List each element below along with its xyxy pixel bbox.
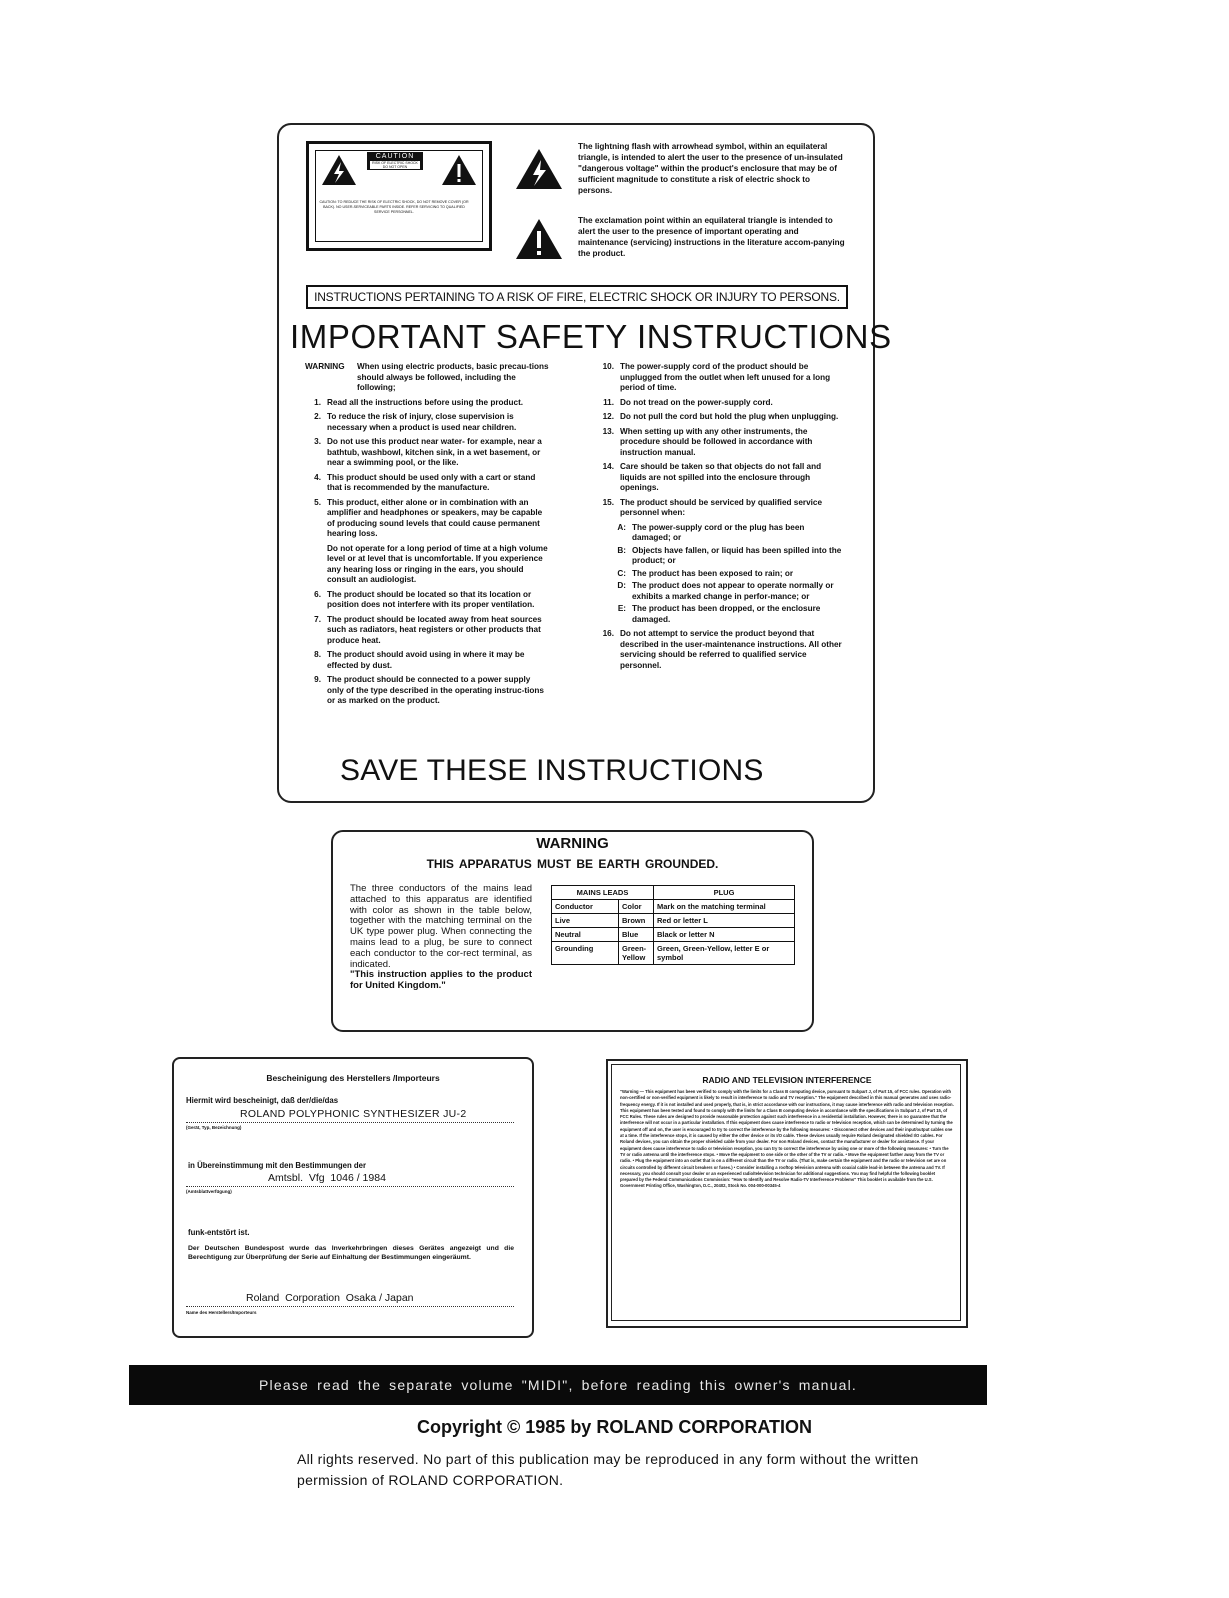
item-text: Do not attempt to service the product beyond that described in the user-maintenance instructions. All other servicing should be referred to qualified service personnel. xyxy=(620,629,842,670)
service-condition xyxy=(596,546,842,567)
instruction-item xyxy=(305,398,549,409)
item-number: 2. xyxy=(314,412,321,421)
item-number: 9. xyxy=(314,675,321,684)
item-number: 13. xyxy=(602,426,614,436)
item-text: The power-supply cord of the product should be unplugged from the outlet when left unused for a long period of time. xyxy=(620,362,831,392)
item-text: The product does not appear to operate normally or exhibits a marked change in perfor-mance; or xyxy=(632,581,834,601)
warning-subtitle: THIS APPARATUS MUST BE EARTH GROUNDED. xyxy=(426,857,719,871)
wiring-table xyxy=(551,885,795,965)
header-mains-leads: MAINS LEADS xyxy=(552,886,654,900)
instruction-item xyxy=(596,398,842,409)
col-conductor: Conductor xyxy=(552,900,619,914)
instruction-item xyxy=(596,629,842,671)
product-caption: (Gerät, Typ, Bezeichnung) xyxy=(186,1125,242,1130)
warning-title: WARNING xyxy=(536,835,609,852)
save-instructions-title: SAVE THESE INSTRUCTIONS xyxy=(340,754,764,787)
item-number: 5. xyxy=(314,497,321,507)
right-instruction-list xyxy=(596,362,842,519)
instruction-item xyxy=(305,590,549,611)
item-text: Do not use this product near water- for example, near a bathtub, washbowl, kitchen sink, in a wet basement, or near a swimming pool, or the like. xyxy=(327,437,542,467)
cell-mark: Green, Green-Yellow, letter E or symbol xyxy=(654,942,795,965)
caution-word: CAUTION xyxy=(375,153,415,160)
radio-title: RADIO AND TELEVISION INTERFERENCE xyxy=(702,1075,872,1085)
cell-conductor: Grounding xyxy=(552,942,619,965)
exclamation-explanation: The exclamation point within an equilateral triangle is intended to alert the user to the presence of important operating and maintenance (servicing) instructions in the literature accom-panying the product. xyxy=(578,216,845,258)
item-text: This product, either alone or in combination with an amplifier and headphones or speakers, may be capable of producing sound levels that could cause permanent hearing loss. xyxy=(327,497,543,538)
lightning-triangle-icon xyxy=(515,148,563,190)
instruction-item xyxy=(305,498,549,540)
german-line3: funk-entstört ist. xyxy=(188,1228,250,1237)
item-text: The product should be connected to a power supply only of the type described in the operating instruc-tions or as marked on the product. xyxy=(327,675,544,705)
table-row xyxy=(552,928,795,942)
item-text: Objects have fallen, or liquid has been spilled into the product; or xyxy=(632,545,842,565)
product-line xyxy=(186,1108,514,1123)
maker-caption: Name des Herstellers/Importeurs xyxy=(186,1310,257,1315)
right-instructions-column xyxy=(596,362,842,675)
instruction-item xyxy=(305,412,549,433)
cell-color: Brown xyxy=(619,914,654,928)
left-instruction-list xyxy=(305,398,549,707)
table-row xyxy=(552,914,795,928)
item-number: 6. xyxy=(314,589,321,599)
instruction-item xyxy=(596,362,842,394)
instruction-item xyxy=(596,412,842,423)
caution-label xyxy=(306,141,492,251)
item-number: C: xyxy=(617,568,626,578)
item-number: B: xyxy=(617,545,626,555)
exclamation-triangle-icon xyxy=(515,218,563,260)
instruction-item xyxy=(305,437,549,469)
item-number: 4. xyxy=(314,472,321,482)
shock-warning: RISK OF ELECTRIC SHOCK DO NOT OPEN xyxy=(370,161,420,169)
item-number: 1. xyxy=(314,397,321,407)
col-color: Color xyxy=(619,900,654,914)
german-line1: Hiermit wird bescheinigt, daß der/die/das xyxy=(186,1096,339,1105)
instruction-item xyxy=(305,544,549,586)
item-number: A: xyxy=(617,522,626,532)
item-text: The product has been dropped, or the enclosure damaged. xyxy=(632,604,821,624)
regulation-line xyxy=(186,1172,514,1187)
cell-conductor: Neutral xyxy=(552,928,619,942)
item-text: Read all the instructions before using the product. xyxy=(327,397,524,407)
lightning-explanation: The lightning flash with arrowhead symbol, within an equilateral triangle, is intended to alert the user to the presence of un-insulated "dangerous voltage" within the product's enclosure that may be of sufficient magnitude to constitute a risk of electric shock to persons. xyxy=(578,142,843,195)
item-text: When setting up with any other instruments, the procedure should be followed in accordance with instruction manual. xyxy=(620,426,813,457)
item-text: The product has been exposed to rain; or xyxy=(632,568,794,578)
instruction-item xyxy=(305,675,549,707)
item-text: Care should be taken so that objects do not fall and liquids are not spilled into the enclosure through openings. xyxy=(620,462,822,492)
product-name: ROLAND POLYPHONIC SYNTHESIZER JU-2 xyxy=(240,1108,467,1120)
exclamation-warning-icon xyxy=(441,154,477,186)
item-number: 3. xyxy=(314,437,321,446)
table-header-row xyxy=(552,886,795,900)
item-number: 10. xyxy=(602,362,614,371)
instruction-item xyxy=(596,498,842,519)
item-text: This product should be used only with a cart or stand that is recommended by the manufacture. xyxy=(327,472,536,492)
german-body: Der Deutschen Bundespost wurde das Inverkehrbringen dieses Gerätes angezeigt und die Berechtigung zur Überprüfung der Serie auf Einhaltung der Bestimmungen eingeräumt. xyxy=(188,1245,514,1261)
instruction-item xyxy=(305,615,549,647)
service-conditions-list xyxy=(596,523,842,626)
item-number xyxy=(305,544,327,586)
item-text: Do not tread on the power-supply cord. xyxy=(620,397,773,407)
item-text: The product should be located so that its location or position does not interfere with its proper ventilation. xyxy=(327,589,535,609)
item-number: 12. xyxy=(602,412,614,421)
cell-color: Green-Yellow xyxy=(619,942,654,965)
german-line2: in Übereinstimmung mit den Bestimmungen der xyxy=(188,1161,367,1170)
instruction-item xyxy=(596,462,842,494)
cell-mark: Black or letter N xyxy=(654,928,795,942)
maker-name: Roland Corporation Osaka / Japan xyxy=(246,1292,414,1304)
item-text: The product should be located away from heat sources such as radiators, heat registers or other products that produce heat. xyxy=(327,614,542,645)
copyright: Copyright © 1985 by ROLAND CORPORATION xyxy=(417,1417,812,1437)
instruction-item xyxy=(305,650,549,671)
item-text: The product should avoid using in where it may be effected by dust. xyxy=(327,650,525,670)
regulation-caption: (Amtsblattverfügung) xyxy=(186,1189,232,1194)
cell-color: Blue xyxy=(619,928,654,942)
uk-note: "This instruction applies to the product for United Kingdom." xyxy=(350,969,532,992)
radio-body: "Warning — This equipment has been verified to comply with the limits for a Class B computing device, pursuant to Subpart J, of Part 15, of FCC rules. Operation with non-certified or non-verified equipment is likely to result in interference to radio and TV reception." The equipment described in this manual generates and uses radio-frequency energy. If it is not installed and used properly, that is, in strict accordance with our instructions, it may cause interference with radio and television reception. This equipment has been tested and found to comply with the limits for a Class B computing device in accordance with the specifications in Subpart J, of Part 15, of FCC Rules. These rules are designed to provide reasonable protection against such interference in a residential installation. However, there is no guarantee that the interference will not occur in a particular installation. If this equipment does cause interference to radio or television reception, which can be determined by turning the equipment off and on, the user is encouraged to try to correct the interference by the following measures: • Disconnect other devices and their input/output cables one at a time. If the interference stops, it is caused by either the other device or its I/O cable. These devices usually require Roland designated shielded I/O cables. For Roland devices, you can obtain the proper shielded cable from your dealer. For non Roland devices, contact the manufacturer or dealer for assistance. If your equipment does cause interference to radio or television reception, you can try to correct the interference by using one or more of the following measures: • Turn the TV or radio antenna until the interference stops. • Move the equipment to one side or the other of the TV or radio. • Move the equipment farther away from the TV or radio. • Plug the equipment into an outlet that is on a different circuit than the TV or radio. (That is, make certain the equipment and the radio or television set are on circuits controlled by different circuit breakers or fuses.) • Consider installing a rooftop television antenna with coaxial cable lead-in between the antenna and TV. If necessary, you should consult your dealer or an experienced radio/television technician for additional suggestions. You may find helpful the following booklet prepared by the Federal Communications Commission: "How to Identify and Resolve Radio-TV Interference Problems" This booklet is available from the U.S. Government Printing Office, Washington, D.C., 20402, Stock No. 004-000-00345-4 xyxy=(620,1089,954,1189)
item-number: 15. xyxy=(602,497,614,507)
service-condition xyxy=(596,604,842,625)
lightning-warning-icon xyxy=(321,154,357,186)
left-instructions-column xyxy=(305,362,549,711)
item-text: Do not operate for a long period of time at a high volume level or at level that is uncomfortable. If you experience any hearing loss or ringing in the ears, you should consult an audiologist. xyxy=(327,543,548,584)
item-text: The power-supply cord or the plug has been damaged; or xyxy=(632,522,805,542)
german-title: Bescheinigung des Herstellers /Importeurs xyxy=(266,1073,440,1083)
service-condition xyxy=(596,523,842,544)
instruction-item xyxy=(596,427,842,459)
item-number: 14. xyxy=(602,462,614,471)
warning-intro-text: When using electric products, basic precau-tions should always be followed, including the following; xyxy=(357,362,549,392)
risk-banner: INSTRUCTIONS PERTAINING TO A RISK OF FIRE, ELECTRIC SHOCK OR INJURY TO PERSONS. xyxy=(306,285,848,309)
rights-statement: All rights reserved. No part of this publication may be reproduced in any form without the written permission of ROLAND CORPORATION. xyxy=(297,1451,919,1488)
midi-notice-banner: Please read the separate volume "MIDI", before reading this owner's manual. xyxy=(129,1365,987,1405)
cell-mark: Red or letter L xyxy=(654,914,795,928)
item-text: Do not pull the cord but hold the plug when unplugging. xyxy=(620,412,839,421)
service-condition xyxy=(596,581,842,602)
maker-line xyxy=(186,1292,514,1307)
item-number: 8. xyxy=(314,650,321,659)
item-number: D: xyxy=(617,581,626,590)
header-plug: PLUG xyxy=(654,886,795,900)
item-number: E: xyxy=(617,604,626,613)
warning-label: WARNING xyxy=(305,362,345,371)
warning-body-text: The three conductors of the mains lead attached to this apparatus are identified with color as shown in the table below, together with the matching terminal on the UK type power plug. When connecting the mains lead to a plug, be sure to connect each conductor to the cor-rect terminal, as indicated. xyxy=(350,883,532,970)
table-row xyxy=(552,942,795,965)
item-number: 7. xyxy=(314,614,321,624)
item-text: To reduce the risk of injury, close supervision is necessary when a product is used near children. xyxy=(327,412,517,432)
page-title: IMPORTANT SAFETY INSTRUCTIONS xyxy=(290,318,892,355)
item-number: 16. xyxy=(602,629,614,638)
item-number: 11. xyxy=(603,397,614,407)
caution-band xyxy=(367,152,423,170)
item-text: The product should be serviced by qualified service personnel when: xyxy=(620,497,823,517)
service-condition xyxy=(596,569,842,580)
instruction-item xyxy=(305,473,549,494)
regulation-ref: Amtsbl. Vfg 1046 / 1984 xyxy=(268,1172,386,1184)
warning-body xyxy=(350,884,532,992)
warning-intro xyxy=(305,362,549,394)
table-subheader-row xyxy=(552,900,795,914)
cell-conductor: Live xyxy=(552,914,619,928)
caution-fine-print: CAUTION: TO REDUCE THE RISK OF ELECTRIC SHOCK, DO NOT REMOVE COVER (OR BACK). NO USER-SERVICEABLE PARTS INSIDE. REFER SERVICING TO QUALIFIED SERVICE PERSONNEL. xyxy=(319,200,469,214)
col-mark: Mark on the matching terminal xyxy=(654,900,795,914)
